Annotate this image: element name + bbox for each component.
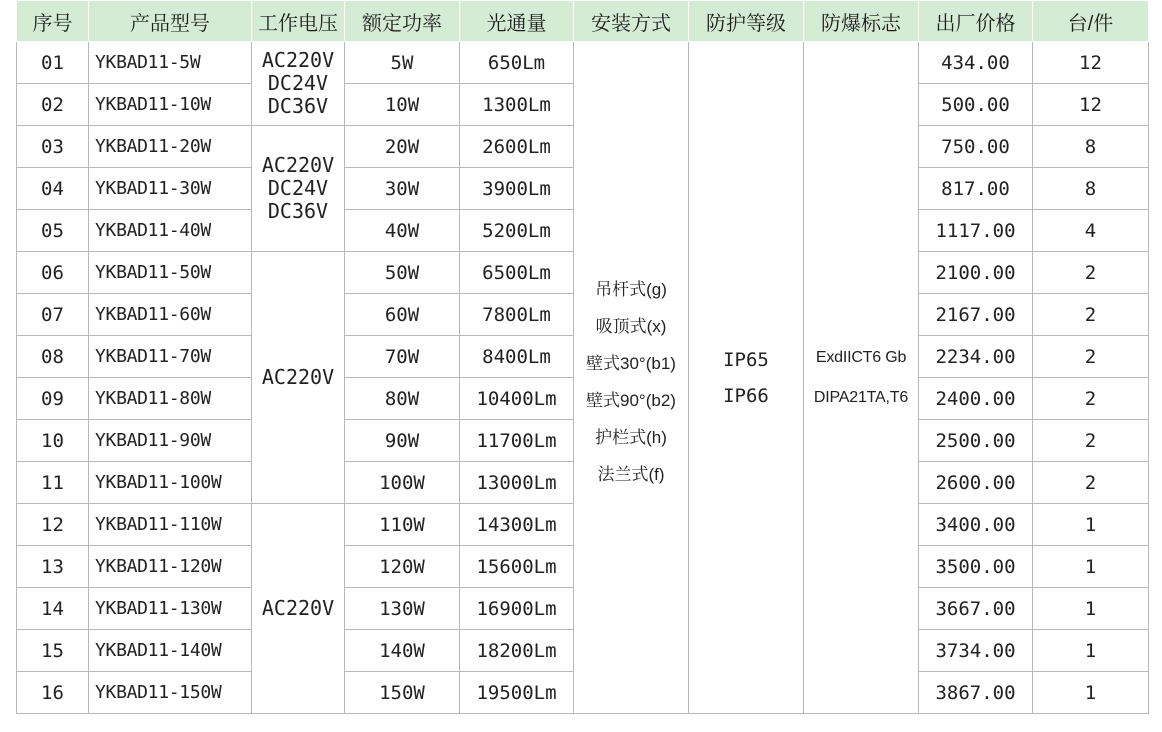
row-price: 3400.00 bbox=[919, 504, 1033, 546]
row-power: 130W bbox=[345, 588, 460, 630]
row-model: YKBAD11-70W bbox=[89, 336, 252, 378]
explosion-mark-cell bbox=[804, 42, 919, 714]
voltage-group bbox=[252, 504, 345, 714]
row-model: YKBAD11-20W bbox=[89, 126, 252, 168]
row-units: 2 bbox=[1033, 462, 1149, 504]
row-model: YKBAD11-130W bbox=[89, 588, 252, 630]
row-no: 05 bbox=[17, 210, 89, 252]
row-units: 2 bbox=[1033, 336, 1149, 378]
voltage-line: DC36V bbox=[267, 199, 329, 223]
row-units: 8 bbox=[1033, 126, 1149, 168]
row-power: 110W bbox=[345, 504, 460, 546]
row-model: YKBAD11-100W bbox=[89, 462, 252, 504]
row-no: 10 bbox=[17, 420, 89, 462]
product-price-table bbox=[16, 0, 1149, 714]
row-model: YKBAD11-120W bbox=[89, 546, 252, 588]
row-model: YKBAD11-140W bbox=[89, 630, 252, 672]
row-flux: 5200Lm bbox=[460, 210, 574, 252]
install-method: 吸顶式(x) bbox=[595, 316, 667, 336]
voltage-line: AC220V bbox=[261, 596, 335, 620]
row-model: YKBAD11-80W bbox=[89, 378, 252, 420]
row-no: 14 bbox=[17, 588, 89, 630]
header-model: 产品型号 bbox=[89, 1, 252, 42]
row-price: 2167.00 bbox=[919, 294, 1033, 336]
header-no: 序号 bbox=[17, 1, 89, 42]
header-voltage: 工作电压 bbox=[252, 1, 345, 42]
row-units: 1 bbox=[1033, 588, 1149, 630]
row-units: 4 bbox=[1033, 210, 1149, 252]
row-flux: 1300Lm bbox=[460, 84, 574, 126]
row-model: YKBAD11-10W bbox=[89, 84, 252, 126]
header-power: 额定功率 bbox=[345, 1, 460, 42]
row-flux: 2600Lm bbox=[460, 126, 574, 168]
row-no: 08 bbox=[17, 336, 89, 378]
row-units: 2 bbox=[1033, 294, 1149, 336]
row-model: YKBAD11-90W bbox=[89, 420, 252, 462]
row-units: 1 bbox=[1033, 504, 1149, 546]
row-no: 11 bbox=[17, 462, 89, 504]
row-power: 100W bbox=[345, 462, 460, 504]
row-power: 10W bbox=[345, 84, 460, 126]
row-no: 09 bbox=[17, 378, 89, 420]
row-power: 60W bbox=[345, 294, 460, 336]
row-price: 2234.00 bbox=[919, 336, 1033, 378]
install-method: 吊杆式(g) bbox=[595, 279, 667, 299]
row-flux: 8400Lm bbox=[460, 336, 574, 378]
row-price: 434.00 bbox=[919, 42, 1033, 84]
install-method: 护栏式(h) bbox=[595, 427, 667, 447]
row-price: 2400.00 bbox=[919, 378, 1033, 420]
header-install: 安装方式 bbox=[574, 1, 689, 42]
row-flux: 14300Lm bbox=[460, 504, 574, 546]
row-units: 2 bbox=[1033, 378, 1149, 420]
row-flux: 16900Lm bbox=[460, 588, 574, 630]
row-units: 1 bbox=[1033, 546, 1149, 588]
row-power: 30W bbox=[345, 168, 460, 210]
header-flux: 光通量 bbox=[460, 1, 574, 42]
voltage-line: DC36V bbox=[267, 94, 329, 118]
row-price: 3667.00 bbox=[919, 588, 1033, 630]
protection-level: IP66 bbox=[723, 384, 769, 407]
row-price: 3867.00 bbox=[919, 672, 1033, 714]
row-no: 16 bbox=[17, 672, 89, 714]
row-price: 2600.00 bbox=[919, 462, 1033, 504]
protection-level: IP65 bbox=[723, 348, 769, 371]
header-price: 出厂价格 bbox=[919, 1, 1033, 42]
row-no: 15 bbox=[17, 630, 89, 672]
voltage-line: AC220V bbox=[261, 365, 335, 389]
row-power: 120W bbox=[345, 546, 460, 588]
row-power: 70W bbox=[345, 336, 460, 378]
row-price: 1117.00 bbox=[919, 210, 1033, 252]
header-protection: 防护等级 bbox=[689, 1, 804, 42]
voltage-line: AC220V bbox=[261, 153, 335, 177]
row-no: 13 bbox=[17, 546, 89, 588]
row-power: 5W bbox=[345, 42, 460, 84]
row-units: 12 bbox=[1033, 42, 1149, 84]
table-row bbox=[17, 42, 1149, 84]
voltage-group bbox=[252, 126, 345, 252]
row-units: 12 bbox=[1033, 84, 1149, 126]
row-flux: 13000Lm bbox=[460, 462, 574, 504]
row-no: 04 bbox=[17, 168, 89, 210]
protection-level-cell bbox=[689, 42, 804, 714]
header-explosion: 防爆标志 bbox=[804, 1, 919, 42]
voltage-line: AC220V bbox=[261, 48, 335, 72]
explosion-mark: ExdIICT6 Gb bbox=[815, 348, 907, 366]
row-price: 3734.00 bbox=[919, 630, 1033, 672]
row-price: 500.00 bbox=[919, 84, 1033, 126]
row-no: 02 bbox=[17, 84, 89, 126]
voltage-group bbox=[252, 252, 345, 504]
row-power: 80W bbox=[345, 378, 460, 420]
row-no: 12 bbox=[17, 504, 89, 546]
row-model: YKBAD11-60W bbox=[89, 294, 252, 336]
row-flux: 7800Lm bbox=[460, 294, 574, 336]
row-model: YKBAD11-110W bbox=[89, 504, 252, 546]
row-flux: 11700Lm bbox=[460, 420, 574, 462]
row-power: 140W bbox=[345, 630, 460, 672]
row-flux: 19500Lm bbox=[460, 672, 574, 714]
row-model: YKBAD11-30W bbox=[89, 168, 252, 210]
install-methods-cell bbox=[574, 42, 689, 714]
row-power: 40W bbox=[345, 210, 460, 252]
row-price: 2100.00 bbox=[919, 252, 1033, 294]
table-body bbox=[17, 42, 1149, 714]
row-units: 2 bbox=[1033, 420, 1149, 462]
voltage-line: DC24V bbox=[267, 71, 329, 95]
row-price: 817.00 bbox=[919, 168, 1033, 210]
install-method: 法兰式(f) bbox=[597, 464, 665, 484]
row-model: YKBAD11-40W bbox=[89, 210, 252, 252]
row-flux: 18200Lm bbox=[460, 630, 574, 672]
install-method: 壁式30°(b1) bbox=[586, 353, 676, 373]
header-units: 台/件 bbox=[1033, 1, 1149, 42]
voltage-line: DC24V bbox=[267, 176, 329, 200]
row-model: YKBAD11-150W bbox=[89, 672, 252, 714]
product-table-container bbox=[16, 0, 1148, 714]
row-power: 50W bbox=[345, 252, 460, 294]
row-no: 07 bbox=[17, 294, 89, 336]
row-flux: 15600Lm bbox=[460, 546, 574, 588]
row-model: YKBAD11-5W bbox=[89, 42, 252, 84]
row-flux: 650Lm bbox=[460, 42, 574, 84]
row-no: 03 bbox=[17, 126, 89, 168]
voltage-group bbox=[252, 42, 345, 126]
row-units: 8 bbox=[1033, 168, 1149, 210]
explosion-mark: DIPA21TA,T6 bbox=[813, 388, 909, 406]
row-no: 01 bbox=[17, 42, 89, 84]
row-flux: 3900Lm bbox=[460, 168, 574, 210]
row-price: 750.00 bbox=[919, 126, 1033, 168]
row-flux: 10400Lm bbox=[460, 378, 574, 420]
row-power: 20W bbox=[345, 126, 460, 168]
row-flux: 6500Lm bbox=[460, 252, 574, 294]
row-model: YKBAD11-50W bbox=[89, 252, 252, 294]
row-price: 2500.00 bbox=[919, 420, 1033, 462]
row-no: 06 bbox=[17, 252, 89, 294]
row-power: 150W bbox=[345, 672, 460, 714]
row-price: 3500.00 bbox=[919, 546, 1033, 588]
row-units: 1 bbox=[1033, 630, 1149, 672]
row-power: 90W bbox=[345, 420, 460, 462]
row-units: 1 bbox=[1033, 672, 1149, 714]
install-method: 壁式90°(b2) bbox=[586, 390, 676, 410]
header-row bbox=[17, 1, 1149, 42]
row-units: 2 bbox=[1033, 252, 1149, 294]
